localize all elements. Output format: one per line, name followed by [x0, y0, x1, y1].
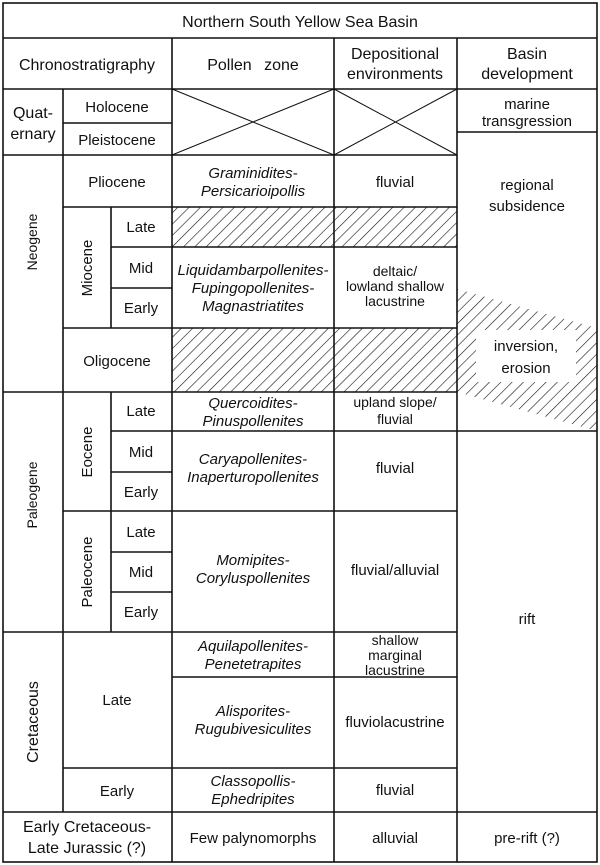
pollen-cretaceous-late-upper-2: Penetetrapites [204, 656, 302, 673]
miocene-late-hiatus [172, 207, 457, 247]
series-cretaceous-early: Early [99, 783, 135, 800]
header-basin: Basin [506, 46, 548, 63]
env-cretaceous-late-upper-3: lacustrine [365, 662, 425, 678]
pollen-eocene-mid: Caryapollenites- [198, 451, 308, 468]
chart-title: Northern South Yellow Sea Basin [182, 14, 418, 31]
basin-prerift: pre-rift (?) [494, 830, 560, 847]
stage-miocene-late: Late [126, 219, 156, 236]
series-pleistocene: Pleistocene [78, 132, 156, 149]
pollen-miocene-2: Fupingopollenites- [191, 280, 315, 297]
pollen-eocene-mid-2: Inaperturopollenites [187, 469, 319, 486]
stage-miocene-early: Early [123, 300, 159, 317]
basin-regional: regional [500, 177, 554, 194]
system-early-cretaceous: Early Cretaceous- [22, 819, 152, 836]
oligocene-hiatus [172, 328, 457, 392]
system-paleogene: Paleogene [24, 461, 40, 529]
series-eocene: Eocene [79, 426, 96, 478]
pollen-cretaceous-early: Classopollis- [210, 773, 296, 790]
series-miocene: Miocene [79, 239, 96, 297]
pollen-jurassic: Few palynomorphs [189, 830, 317, 847]
stage-paleocene-late: Late [126, 524, 156, 541]
basin-marine: marine [504, 96, 550, 113]
env-cretaceous-late-lower: fluviolacustrine [345, 714, 445, 731]
basin-rift: rift [518, 611, 536, 628]
stage-eocene-early: Early [123, 484, 159, 501]
env-eocene-mid: fluvial [375, 460, 415, 477]
series-oligocene: Oligocene [83, 353, 151, 370]
system-quaternary-cont: ernary [10, 126, 56, 143]
basin-subsidence: subsidence [489, 198, 565, 215]
header-development: development [481, 66, 573, 83]
header-chronostratigraphy: Chronostratigraphy [18, 57, 156, 74]
header-pollen-zone: Pollen zone [207, 57, 299, 74]
env-eocene-late-2: fluvial [377, 411, 413, 427]
pollen-cretaceous-late-lower-2: Rugubivesiculites [194, 721, 312, 738]
env-cretaceous-late-upper: shallow [371, 632, 419, 648]
basin-erosion: erosion [501, 360, 551, 377]
env-pliocene: fluvial [375, 174, 415, 191]
pollen-miocene-3: Magnastriatites [202, 298, 304, 315]
env-miocene: deltaic/ [372, 263, 418, 279]
basin-inversion: inversion, [493, 338, 559, 355]
basin-transgression: transgression [481, 113, 573, 130]
stage-miocene-mid: Mid [128, 260, 154, 277]
series-holocene: Holocene [85, 99, 149, 116]
system-neogene: Neogene [24, 213, 40, 271]
series-paleocene: Paleocene [79, 536, 96, 608]
env-miocene-2: lowland shallow [345, 278, 445, 294]
pollen-miocene: Liquidambarpollenites- [177, 262, 329, 279]
series-cretaceous-late: Late [102, 692, 132, 709]
system-quaternary: Quat- [12, 105, 54, 122]
env-cretaceous-early: fluvial [375, 782, 415, 799]
pollen-cretaceous-late-upper: Aquilapollenites- [197, 638, 309, 655]
env-paleocene: fluvial/alluvial [350, 562, 440, 579]
grid-lines [63, 38, 457, 862]
system-late-jurassic: Late Jurassic (?) [27, 840, 147, 857]
env-jurassic: alluvial [372, 830, 418, 847]
env-eocene-late: upland slope/ [353, 394, 437, 410]
stage-eocene-mid: Mid [128, 444, 154, 461]
pollen-pliocene-2: Persicarioipollis [200, 183, 306, 200]
pollen-eocene-late: Quercoidites- [208, 395, 298, 412]
pollen-eocene-late-2: Pinuspollenites [202, 413, 304, 430]
stage-paleocene-mid: Mid [128, 564, 154, 581]
env-cretaceous-late-upper-2: marginal [368, 647, 422, 663]
stage-paleocene-early: Early [123, 604, 159, 621]
pollen-cretaceous-late-lower: Alisporites- [215, 703, 291, 720]
env-miocene-3: lacustrine [365, 293, 425, 309]
system-cretaceous: Cretaceous [25, 681, 42, 763]
pollen-pliocene: Graminidites- [208, 165, 298, 182]
pollen-cretaceous-early-2: Ephedripites [211, 791, 295, 808]
pollen-paleocene: Momipites- [216, 552, 290, 569]
series-pliocene: Pliocene [88, 174, 146, 191]
pollen-paleocene-2: Coryluspollenites [195, 570, 311, 587]
stage-eocene-late: Late [126, 403, 156, 420]
header-environments: environments [346, 66, 444, 83]
header-depositional: Depositional [350, 46, 440, 63]
